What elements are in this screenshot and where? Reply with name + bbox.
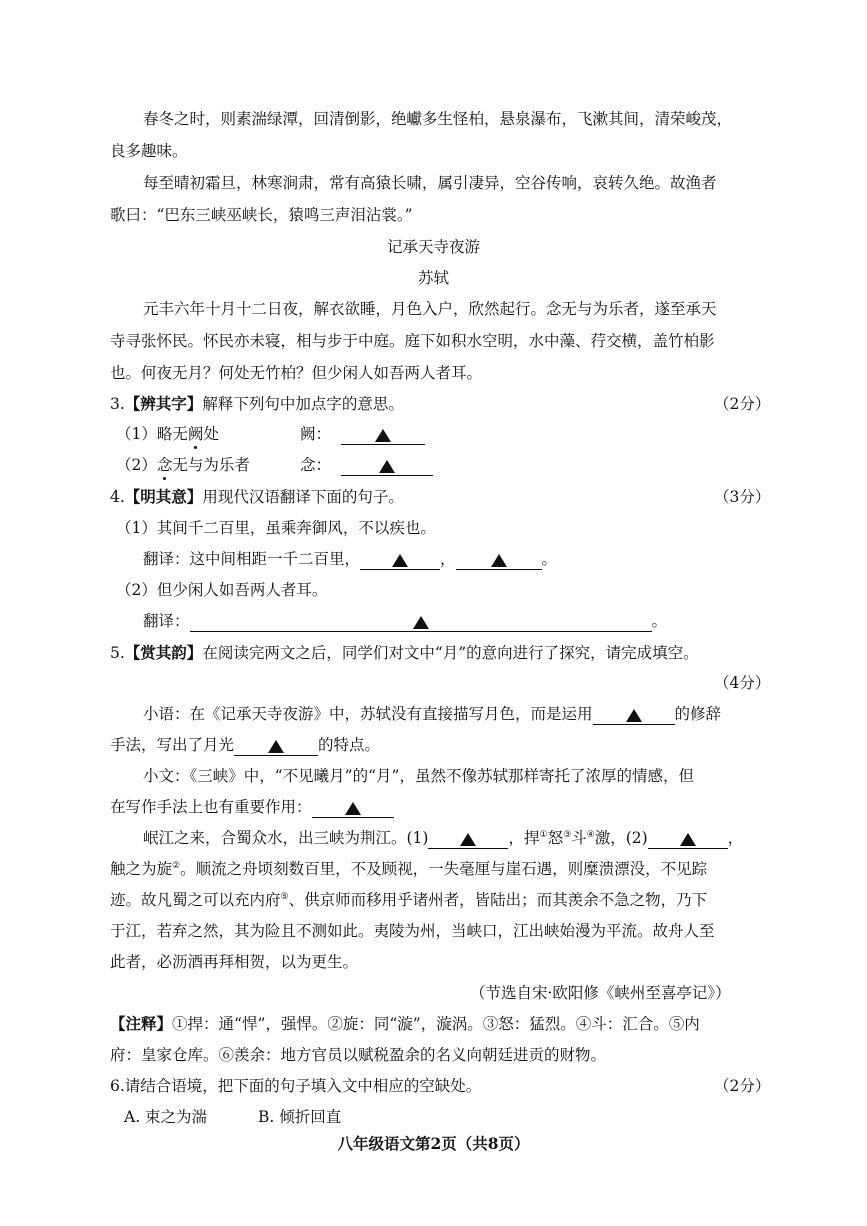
triangle-icon xyxy=(375,429,391,442)
question-6: 6.请结合语境，把下面的句子填入文中相应的空缺处。 xyxy=(110,1077,482,1095)
q4-item-1-translation: 翻译：这中间相距一千二百里， ， 。 xyxy=(143,550,558,568)
triangle-icon xyxy=(626,709,642,722)
question-4: 4.【明其意】用现代汉语翻译下面的句子。 xyxy=(110,487,404,506)
q5-xiaoyu: 小语：在《记承天寺夜游》中，苏轼没有直接描写月色，而是运用 的修辞 xyxy=(143,705,722,723)
passage3-line: 迹。故凡蜀之可以充内府⑤、供京师而移用乎诸州者，皆陆出；而其羡余不急之物，乃下 xyxy=(110,891,708,909)
q3-item-1-answer: 阙： xyxy=(300,423,425,445)
passage3-line: 此者，必沥酒再拜相贺，以为更生。 xyxy=(110,953,359,971)
passage3-source: （节选自宋·欧阳修《峡州至喜亭记》） xyxy=(470,984,731,1002)
q4-item-2-translation: 翻译： 。 xyxy=(143,612,668,630)
passage3-line: 触之为旋②。顺流之舟顷刻数百里，不及顾视，一失毫厘与崖石遇，则糜溃漂没，不见踪 xyxy=(110,860,708,878)
q3-item-1: （1）略无阙处 xyxy=(116,425,219,443)
question-5: 5.【赏其韵】在阅读完两文之后，同学们对文中“月”的意向进行了探究，请完成填空。 xyxy=(110,643,699,662)
answer-blank[interactable] xyxy=(456,549,542,570)
answer-blank[interactable] xyxy=(593,704,675,725)
question-score: （4分） xyxy=(714,674,771,692)
q3-item-2-answer: 念： xyxy=(300,454,433,476)
answer-blank[interactable] xyxy=(234,735,318,756)
option-b: B. 倾折回直 xyxy=(258,1108,342,1126)
answer-blank-2[interactable] xyxy=(648,828,728,849)
triangle-icon xyxy=(392,554,408,567)
question-tag: 【赏其韵】 xyxy=(124,643,203,662)
option-a: A. 束之为湍 xyxy=(124,1108,208,1126)
question-tag: 【辨其字】 xyxy=(124,394,203,413)
passage2-title: 记承天寺夜游 xyxy=(386,238,480,256)
answer-blank-1[interactable] xyxy=(428,828,508,849)
question-score: （3分） xyxy=(714,488,771,506)
dotted-char: 念 xyxy=(156,456,173,474)
question-3: 3.【辨其字】解释下列句中加点字的意思。 xyxy=(110,394,404,413)
notes-line: 府：皇家仓库。⑥羡余：地方官员以赋税盈余的名义向朝廷进贡的财物。 xyxy=(110,1046,607,1064)
passage1-line: 每至晴初霜旦，林寒涧肃，常有高猿长啸，属引凄异，空谷传响，哀转久绝。故渔者 xyxy=(143,174,717,192)
q5-xiaowen: 小文：《三峡》中，“不见曦月”的“月”，虽然不像苏轼那样寄托了浓厚的情感，但 xyxy=(143,767,694,785)
passage2-line: 也。何夜无月？何处无竹柏？但少闲人如吾两人者耳。 xyxy=(110,364,483,382)
question-score: （2分） xyxy=(714,1077,771,1095)
answer-blank[interactable] xyxy=(341,424,425,445)
triangle-icon xyxy=(345,802,361,815)
passage1-line: 良多趣味。 xyxy=(110,142,188,160)
notes-line: 【注释】①捍：通“悍”，强悍。②旋：同“漩”，漩涡。③怒：猛烈。④斗：汇合。⑤内 xyxy=(110,1014,700,1033)
answer-blank[interactable] xyxy=(360,549,440,570)
triangle-icon xyxy=(268,740,284,753)
answer-blank[interactable] xyxy=(341,455,433,476)
notes-label: 【注释】 xyxy=(110,1014,173,1033)
triangle-icon xyxy=(460,833,476,846)
q5-xiaoyu-cont: 手法，写出了月光 的特点。 xyxy=(110,736,381,754)
triangle-icon xyxy=(379,460,395,473)
answer-blank[interactable] xyxy=(190,611,652,632)
passage2-author: 苏轼 xyxy=(417,269,449,287)
question-tag: 【明其意】 xyxy=(124,487,203,506)
passage2-line: 寺寻张怀民。怀民亦未寝，相与步于中庭。庭下如积水空明，水中藻、荇交横，盖竹柏影 xyxy=(110,332,715,350)
passage1-line: 春冬之时，则素湍绿潭，回清倒影，绝巘多生怪柏，悬泉瀑布，飞漱其间，清荣峻茂， xyxy=(143,110,733,128)
passage2-line: 元丰六年十月十二日夜，解衣欲睡，月色入户，欣然起行。念无与为乐者，遂至承天 xyxy=(143,300,717,318)
passage3-line: 岷江之来，合蜀众水，出三峡为荆江。(1) ，捍①怒③斗④激，(2) ， xyxy=(143,829,744,847)
dotted-char: 阙 xyxy=(187,425,204,443)
triangle-icon xyxy=(413,616,429,629)
triangle-icon xyxy=(491,554,507,567)
question-score: （2分） xyxy=(714,395,771,413)
q4-item-1: （1）其间千二百里，虽乘奔御风，不以疾也。 xyxy=(116,519,436,537)
q5-xiaowen-cont: 在写作手法上也有重要作用： xyxy=(110,796,394,818)
q4-item-2: （2）但少闲人如吾两人者耳。 xyxy=(116,581,328,599)
page-footer: 八年级语文第2页（共8页） xyxy=(337,1134,530,1153)
triangle-icon xyxy=(680,833,696,846)
passage3-line: 于江，若弃之然，其为险且不测如此。夷陵为州，当峡口，江出峡始漫为平流。故舟人至 xyxy=(110,922,715,940)
answer-blank[interactable] xyxy=(312,797,394,818)
passage1-line: 歌曰：“巴东三峡巫峡长，猿鸣三声泪沾裳。” xyxy=(110,206,413,224)
q3-item-2: （2）念无与为乐者 xyxy=(116,456,250,474)
